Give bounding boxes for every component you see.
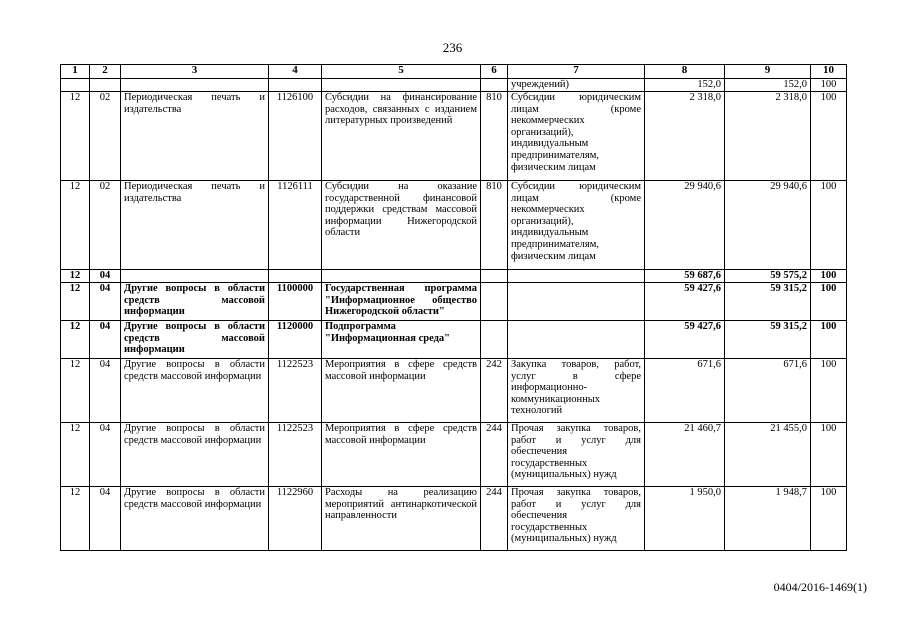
page-number: 236 [442, 40, 463, 55]
header-col-9: 9 [725, 65, 811, 79]
article-name-cell [322, 270, 481, 283]
expense-type-name-cell: учреждений) [508, 79, 645, 92]
subsection-code-cell: 04 [90, 283, 121, 321]
subsection-name-cell [121, 270, 269, 283]
target-article-code-cell: 1122960 [269, 487, 322, 551]
target-article-code-cell: 1122523 [269, 423, 322, 487]
actual-amount-cell: 152,0 [725, 79, 811, 92]
header-col-6: 6 [481, 65, 508, 79]
expense-type-name-cell: Прочая закупка товаров, работ и услуг для обеспечения государственных (муниципальных) нужд [508, 423, 645, 487]
expense-type-code-cell [481, 270, 508, 283]
header-col-1: 1 [61, 65, 90, 79]
header-col-10: 10 [811, 65, 847, 79]
execution-percent-cell: 100 [811, 359, 847, 423]
article-name-cell: Подпрограмма "Информационная среда" [322, 321, 481, 359]
table-row [61, 79, 847, 92]
table-row [61, 321, 847, 359]
subsection-name-cell: Периодическая печать и издательства [121, 92, 269, 181]
actual-amount-cell: 59 315,2 [725, 321, 811, 359]
subsection-code-cell: 04 [90, 270, 121, 283]
expense-type-name-cell: Субсидии юридическим лицам (кроме некоммерческих организаций), индивидуальным предпринимателям, физическим лицам [508, 181, 645, 270]
expense-type-name-cell [508, 270, 645, 283]
header-col-7: 7 [508, 65, 645, 79]
target-article-code-cell: 1126100 [269, 92, 322, 181]
planned-amount-cell: 29 940,6 [645, 181, 725, 270]
actual-amount-cell: 59 315,2 [725, 283, 811, 321]
section-code-cell: 12 [61, 423, 90, 487]
planned-amount-cell: 152,0 [645, 79, 725, 92]
execution-percent-cell: 100 [811, 283, 847, 321]
execution-percent-cell: 100 [811, 270, 847, 283]
subsection-name-cell: Периодическая печать и издательства [121, 181, 269, 270]
header-col-8: 8 [645, 65, 725, 79]
execution-percent-cell: 100 [811, 181, 847, 270]
subsection-code-cell: 04 [90, 487, 121, 551]
header-col-5: 5 [322, 65, 481, 79]
expense-type-code-cell: 810 [481, 181, 508, 270]
actual-amount-cell: 21 455,0 [725, 423, 811, 487]
budget-table [60, 64, 847, 551]
execution-percent-cell: 100 [811, 79, 847, 92]
actual-amount-cell: 671,6 [725, 359, 811, 423]
article-name-cell: Субсидии на финансирование расходов, связанных с изданием литературных произведений [322, 92, 481, 181]
section-code-cell: 12 [61, 321, 90, 359]
subsection-code-cell: 02 [90, 181, 121, 270]
table-row [61, 359, 847, 423]
actual-amount-cell: 59 575,2 [725, 270, 811, 283]
expense-type-name-cell [508, 283, 645, 321]
table-body [61, 79, 847, 551]
execution-percent-cell: 100 [811, 423, 847, 487]
article-name-cell: Субсидии на оказание государственной финансовой поддержки средствам массовой информации Нижегородской области [322, 181, 481, 270]
subsection-code-cell [90, 79, 121, 92]
target-article-code-cell: 1120000 [269, 321, 322, 359]
subsection-name-cell [121, 79, 269, 92]
table-row [61, 92, 847, 181]
table-row [61, 423, 847, 487]
actual-amount-cell: 29 940,6 [725, 181, 811, 270]
table-row [61, 487, 847, 551]
article-name-cell: Расходы на реализацию мероприятий антинаркотической направленности [322, 487, 481, 551]
subsection-name-cell: Другие вопросы в области средств массовой информации [121, 321, 269, 359]
subsection-code-cell: 04 [90, 423, 121, 487]
target-article-code-cell [269, 270, 322, 283]
article-name-cell: Государственная программа "Информационное общество Нижегородской области" [322, 283, 481, 321]
expense-type-code-cell: 244 [481, 423, 508, 487]
section-code-cell: 12 [61, 181, 90, 270]
planned-amount-cell: 21 460,7 [645, 423, 725, 487]
section-code-cell: 12 [61, 487, 90, 551]
article-name-cell [322, 79, 481, 92]
section-code-cell: 12 [61, 92, 90, 181]
planned-amount-cell: 59 427,6 [645, 283, 725, 321]
subsection-code-cell: 04 [90, 321, 121, 359]
header-col-2: 2 [90, 65, 121, 79]
expense-type-code-cell [481, 321, 508, 359]
execution-percent-cell: 100 [811, 487, 847, 551]
expense-type-code-cell [481, 283, 508, 321]
subsection-name-cell: Другие вопросы в области средств массовой информации [121, 423, 269, 487]
header-row [61, 65, 847, 79]
expense-type-name-cell [508, 321, 645, 359]
planned-amount-cell: 1 950,0 [645, 487, 725, 551]
planned-amount-cell: 2 318,0 [645, 92, 725, 181]
article-name-cell: Мероприятия в сфере средств массовой информации [322, 423, 481, 487]
target-article-code-cell: 1126111 [269, 181, 322, 270]
subsection-name-cell: Другие вопросы в области средств массовой информации [121, 487, 269, 551]
planned-amount-cell: 59 687,6 [645, 270, 725, 283]
execution-percent-cell: 100 [811, 92, 847, 181]
expense-type-name-cell: Субсидии юридическим лицам (кроме некоммерческих организаций), индивидуальным предпринимателям, физическим лицам [508, 92, 645, 181]
actual-amount-cell: 2 318,0 [725, 92, 811, 181]
actual-amount-cell: 1 948,7 [725, 487, 811, 551]
target-article-code-cell: 1100000 [269, 283, 322, 321]
section-code-cell: 12 [61, 283, 90, 321]
subsection-code-cell: 02 [90, 92, 121, 181]
target-article-code-cell [269, 79, 322, 92]
section-code-cell: 12 [61, 359, 90, 423]
expense-type-name-cell: Закупка товаров, работ, услуг в сфере информационно-коммуникационных технологий [508, 359, 645, 423]
document-code: 0404/2016-1469(1) [773, 580, 867, 594]
expense-type-code-cell [481, 79, 508, 92]
subsection-code-cell: 04 [90, 359, 121, 423]
target-article-code-cell: 1122523 [269, 359, 322, 423]
expense-type-name-cell: Прочая закупка товаров, работ и услуг для обеспечения государственных (муниципальных) нужд [508, 487, 645, 551]
table-row [61, 283, 847, 321]
header-col-4: 4 [269, 65, 322, 79]
planned-amount-cell: 671,6 [645, 359, 725, 423]
expense-type-code-cell: 242 [481, 359, 508, 423]
article-name-cell: Мероприятия в сфере средств массовой информации [322, 359, 481, 423]
subsection-name-cell: Другие вопросы в области средств массовой информации [121, 359, 269, 423]
table-row [61, 270, 847, 283]
section-code-cell [61, 79, 90, 92]
header-col-3: 3 [121, 65, 269, 79]
section-code-cell: 12 [61, 270, 90, 283]
expense-type-code-cell: 244 [481, 487, 508, 551]
expense-type-code-cell: 810 [481, 92, 508, 181]
subsection-name-cell: Другие вопросы в области средств массовой информации [121, 283, 269, 321]
execution-percent-cell: 100 [811, 321, 847, 359]
table-row [61, 181, 847, 270]
planned-amount-cell: 59 427,6 [645, 321, 725, 359]
